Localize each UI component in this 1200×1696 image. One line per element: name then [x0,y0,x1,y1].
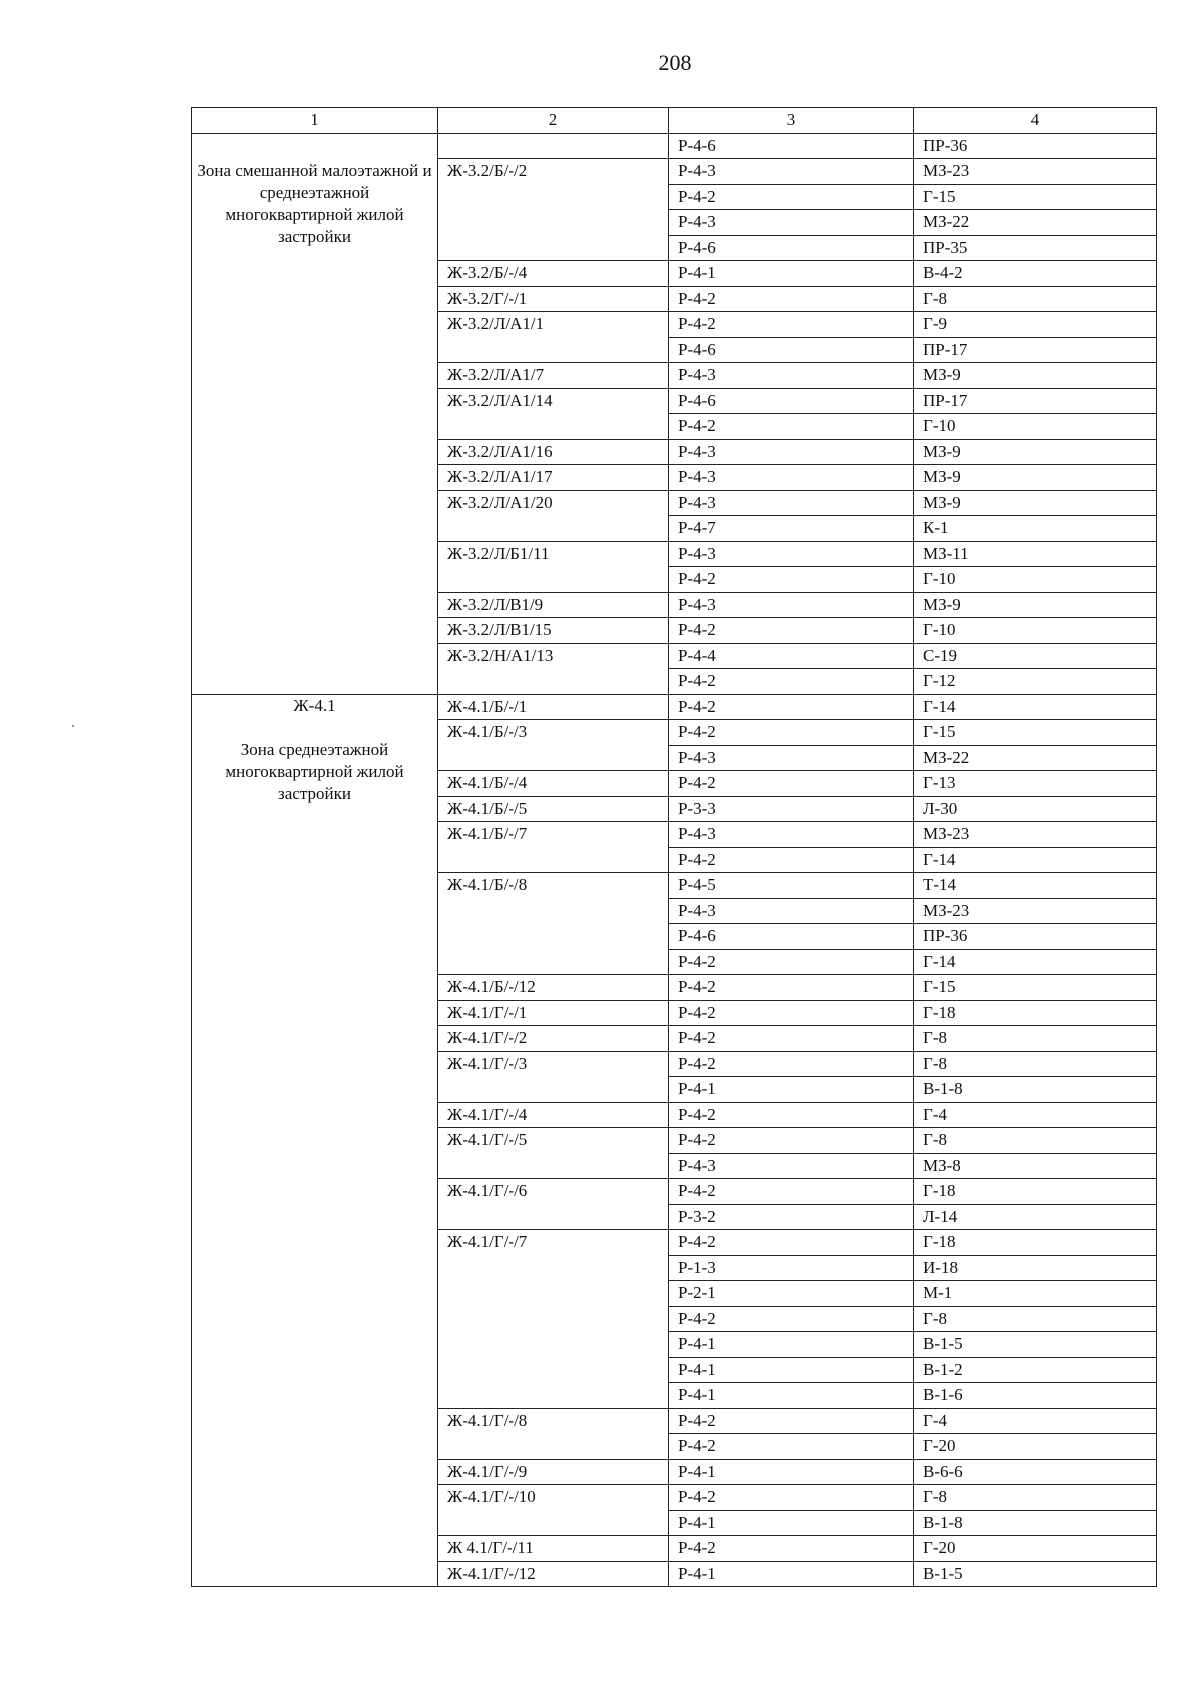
subzone-code-cell: Ж-3.2/Л/В1/9 [438,592,669,618]
subzone-code-cell: Ж-4.1/Г/-/2 [438,1026,669,1052]
object-code-cell: МЗ-22 [914,210,1157,236]
regulation-code-cell: Р-4-2 [669,1434,914,1460]
regulation-code-cell: Р-4-3 [669,465,914,491]
object-code-cell: В-1-6 [914,1383,1157,1409]
object-code-cell: Г-20 [914,1536,1157,1562]
subzone-code-cell: Ж-3.2/Л/А1/17 [438,465,669,491]
regulation-code-cell: Р-4-6 [669,337,914,363]
object-code-cell: Г-13 [914,771,1157,797]
zone-name: Зона смешанной малоэтажной и среднеэтажной многоквартирной жилой застройки [197,160,432,246]
object-code-cell: МЗ-23 [914,822,1157,848]
scan-speck [72,725,74,727]
object-code-cell: МЗ-8 [914,1153,1157,1179]
regulation-code-cell: Р-4-2 [669,618,914,644]
subzone-code-cell: Ж-3.2/Л/А1/7 [438,363,669,389]
object-code-cell: Л-14 [914,1204,1157,1230]
regulation-code-cell: Р-4-1 [669,1459,914,1485]
zone-name: Зона среднеэтажной многоквартирной жилой застройки [225,739,404,803]
regulation-code-cell: Р-1-3 [669,1255,914,1281]
regulation-code-cell: Р-4-2 [669,414,914,440]
subzone-code-cell: Ж-4.1/Г/-/7 [438,1230,669,1409]
regulation-code-cell: Р-4-3 [669,541,914,567]
regulation-code-cell: Р-4-2 [669,312,914,338]
object-code-cell: Г-15 [914,975,1157,1001]
table-row [192,133,1157,159]
object-code-cell: ПР-36 [914,924,1157,950]
object-code-cell: В-1-5 [914,1561,1157,1587]
regulation-code-cell: Р-4-2 [669,1102,914,1128]
subzone-code-cell: Ж-4.1/Б/-/4 [438,771,669,797]
object-code-cell: Г-14 [914,694,1157,720]
regulation-code-cell: Р-4-3 [669,490,914,516]
object-code-cell: Г-4 [914,1408,1157,1434]
regulation-code-cell: Р-3-3 [669,796,914,822]
object-code-cell: Г-20 [914,1434,1157,1460]
regulation-code-cell: Р-4-2 [669,1485,914,1511]
regulation-code-cell: Р-4-6 [669,388,914,414]
zone-code: Ж-4.1 [293,695,336,715]
subzone-code-cell [438,133,669,159]
subzone-code-cell: Ж-3.2/Л/А1/1 [438,312,669,363]
regulation-code-cell: Р-4-2 [669,771,914,797]
regulation-code-cell: Р-4-2 [669,694,914,720]
subzone-code-cell: Ж-4.1/Г/-/5 [438,1128,669,1179]
object-code-cell: Г-10 [914,414,1157,440]
regulation-code-cell: Р-4-3 [669,592,914,618]
regulation-code-cell: Р-4-2 [669,1051,914,1077]
regulation-code-cell: Р-4-2 [669,1179,914,1205]
subzone-code-cell: Ж-4.1/Г/-/6 [438,1179,669,1230]
object-code-cell: МЗ-22 [914,745,1157,771]
subzone-code-cell: Ж-4.1/Г/-/4 [438,1102,669,1128]
regulation-code-cell: Р-4-2 [669,847,914,873]
object-code-cell: Г-12 [914,669,1157,695]
object-code-cell: Г-14 [914,847,1157,873]
regulation-code-cell: Р-4-1 [669,1561,914,1587]
regulation-code-cell: Р-3-2 [669,1204,914,1230]
object-code-cell: Г-15 [914,184,1157,210]
regulation-code-cell: Р-4-2 [669,1306,914,1332]
regulation-code-cell: Р-4-2 [669,1026,914,1052]
zone-spacer [196,717,433,739]
table-body [192,133,1157,1587]
regulation-code-cell: Р-4-1 [669,1077,914,1103]
object-code-cell: В-1-8 [914,1510,1157,1536]
regulation-code-cell: Р-2-1 [669,1281,914,1307]
regulation-code-cell: Р-4-1 [669,1383,914,1409]
regulation-code-cell: Р-4-2 [669,1408,914,1434]
zone-cell [192,133,438,694]
regulation-code-cell: Р-4-2 [669,184,914,210]
object-code-cell: Г-9 [914,312,1157,338]
regulation-code-cell: Р-4-4 [669,643,914,669]
column-header: 2 [438,108,669,134]
object-code-cell: В-1-5 [914,1332,1157,1358]
subzone-code-cell: Ж-3.2/Г/-/1 [438,286,669,312]
regulation-code-cell: Р-4-2 [669,567,914,593]
regulation-code-cell: Р-4-2 [669,949,914,975]
object-code-cell: ПР-17 [914,337,1157,363]
column-header: 1 [192,108,438,134]
subzone-code-cell: Ж-4.1/Б/-/7 [438,822,669,873]
object-code-cell: Г-8 [914,286,1157,312]
regulation-code-cell: Р-4-2 [669,1000,914,1026]
subzone-code-cell: Ж-3.2/Б/-/4 [438,261,669,287]
regulation-code-cell: Р-4-3 [669,363,914,389]
header-row [192,108,1157,134]
object-code-cell: Г-15 [914,720,1157,746]
regulation-code-cell: Р-4-5 [669,873,914,899]
object-code-cell: Г-8 [914,1485,1157,1511]
object-code-cell: С-19 [914,643,1157,669]
subzone-code-cell: Ж-3.2/Н/А1/13 [438,643,669,694]
subzone-code-cell: Ж-4.1/Г/-/8 [438,1408,669,1459]
table-row [192,694,1157,720]
object-code-cell: МЗ-11 [914,541,1157,567]
object-code-cell: Г-8 [914,1051,1157,1077]
subzone-code-cell: Ж 4.1/Г/-/11 [438,1536,669,1562]
regulation-code-cell: Р-4-2 [669,669,914,695]
object-code-cell: МЗ-23 [914,159,1157,185]
object-code-cell: Г-18 [914,1000,1157,1026]
regulation-code-cell: Р-4-2 [669,286,914,312]
object-code-cell: МЗ-9 [914,363,1157,389]
subzone-code-cell: Ж-3.2/Л/Б1/11 [438,541,669,592]
subzone-code-cell: Ж-3.2/Л/А1/20 [438,490,669,541]
subzone-code-cell: Ж-3.2/Л/А1/16 [438,439,669,465]
regulation-code-cell: Р-4-3 [669,439,914,465]
regulation-code-cell: Р-4-6 [669,235,914,261]
subzone-code-cell: Ж-4.1/Б/-/3 [438,720,669,771]
regulation-code-cell: Р-4-1 [669,261,914,287]
object-code-cell: Г-18 [914,1179,1157,1205]
subzone-code-cell: Ж-4.1/Б/-/8 [438,873,669,975]
subzone-code-cell: Ж-4.1/Г/-/3 [438,1051,669,1102]
subzone-code-cell: Ж-4.1/Г/-/1 [438,1000,669,1026]
object-code-cell: М-1 [914,1281,1157,1307]
object-code-cell: ПР-35 [914,235,1157,261]
subzone-code-cell: Ж-4.1/Г/-/12 [438,1561,669,1587]
regulation-code-cell: Р-4-2 [669,1230,914,1256]
object-code-cell: Т-14 [914,873,1157,899]
subzone-code-cell: Ж-4.1/Б/-/5 [438,796,669,822]
object-code-cell: В-6-6 [914,1459,1157,1485]
regulation-code-cell: Р-4-2 [669,1536,914,1562]
object-code-cell: МЗ-23 [914,898,1157,924]
regulation-code-cell: Р-4-3 [669,745,914,771]
page-number: 208 [658,50,692,75]
object-code-cell: МЗ-9 [914,465,1157,491]
regulation-code-cell: Р-4-3 [669,1153,914,1179]
object-code-cell: Г-10 [914,618,1157,644]
regulation-code-cell: Р-4-1 [669,1332,914,1358]
object-code-cell: В-1-2 [914,1357,1157,1383]
object-code-cell: Г-8 [914,1306,1157,1332]
regulation-code-cell: Р-4-3 [669,159,914,185]
object-code-cell: Л-30 [914,796,1157,822]
object-code-cell: Г-18 [914,1230,1157,1256]
subzone-code-cell: Ж-4.1/Г/-/9 [438,1459,669,1485]
column-header: 3 [669,108,914,134]
regulation-code-cell: Р-4-6 [669,133,914,159]
regulation-code-cell: Р-4-2 [669,1128,914,1154]
object-code-cell: ПР-17 [914,388,1157,414]
subzone-code-cell: Ж-3.2/Л/А1/14 [438,388,669,439]
object-code-cell: В-4-2 [914,261,1157,287]
subzone-code-cell: Ж-4.1/Б/-/1 [438,694,669,720]
subzone-code-cell: Ж-4.1/Б/-/12 [438,975,669,1001]
subzone-code-cell: Ж-3.2/Л/В1/15 [438,618,669,644]
object-code-cell: И-18 [914,1255,1157,1281]
object-code-cell: ПР-36 [914,133,1157,159]
regulation-code-cell: Р-4-1 [669,1357,914,1383]
column-header: 4 [914,108,1157,134]
regulation-code-cell: Р-4-2 [669,720,914,746]
object-code-cell: Г-14 [914,949,1157,975]
regulation-code-cell: Р-4-6 [669,924,914,950]
subzone-code-cell: Ж-4.1/Г/-/10 [438,1485,669,1536]
object-code-cell: Г-8 [914,1026,1157,1052]
object-code-cell: Г-4 [914,1102,1157,1128]
regulation-code-cell: Р-4-1 [669,1510,914,1536]
object-code-cell: В-1-8 [914,1077,1157,1103]
regulation-code-cell: Р-4-3 [669,822,914,848]
subzone-code-cell: Ж-3.2/Б/-/2 [438,159,669,261]
object-code-cell: МЗ-9 [914,490,1157,516]
object-code-cell: МЗ-9 [914,592,1157,618]
object-code-cell: Г-8 [914,1128,1157,1154]
zone-cell [192,694,438,1587]
regulation-code-cell: Р-4-3 [669,898,914,924]
regulation-code-cell: Р-4-3 [669,210,914,236]
object-code-cell: МЗ-9 [914,439,1157,465]
zoning-table [191,107,1157,1587]
object-code-cell: К-1 [914,516,1157,542]
object-code-cell: Г-10 [914,567,1157,593]
regulation-code-cell: Р-4-7 [669,516,914,542]
regulation-code-cell: Р-4-2 [669,975,914,1001]
